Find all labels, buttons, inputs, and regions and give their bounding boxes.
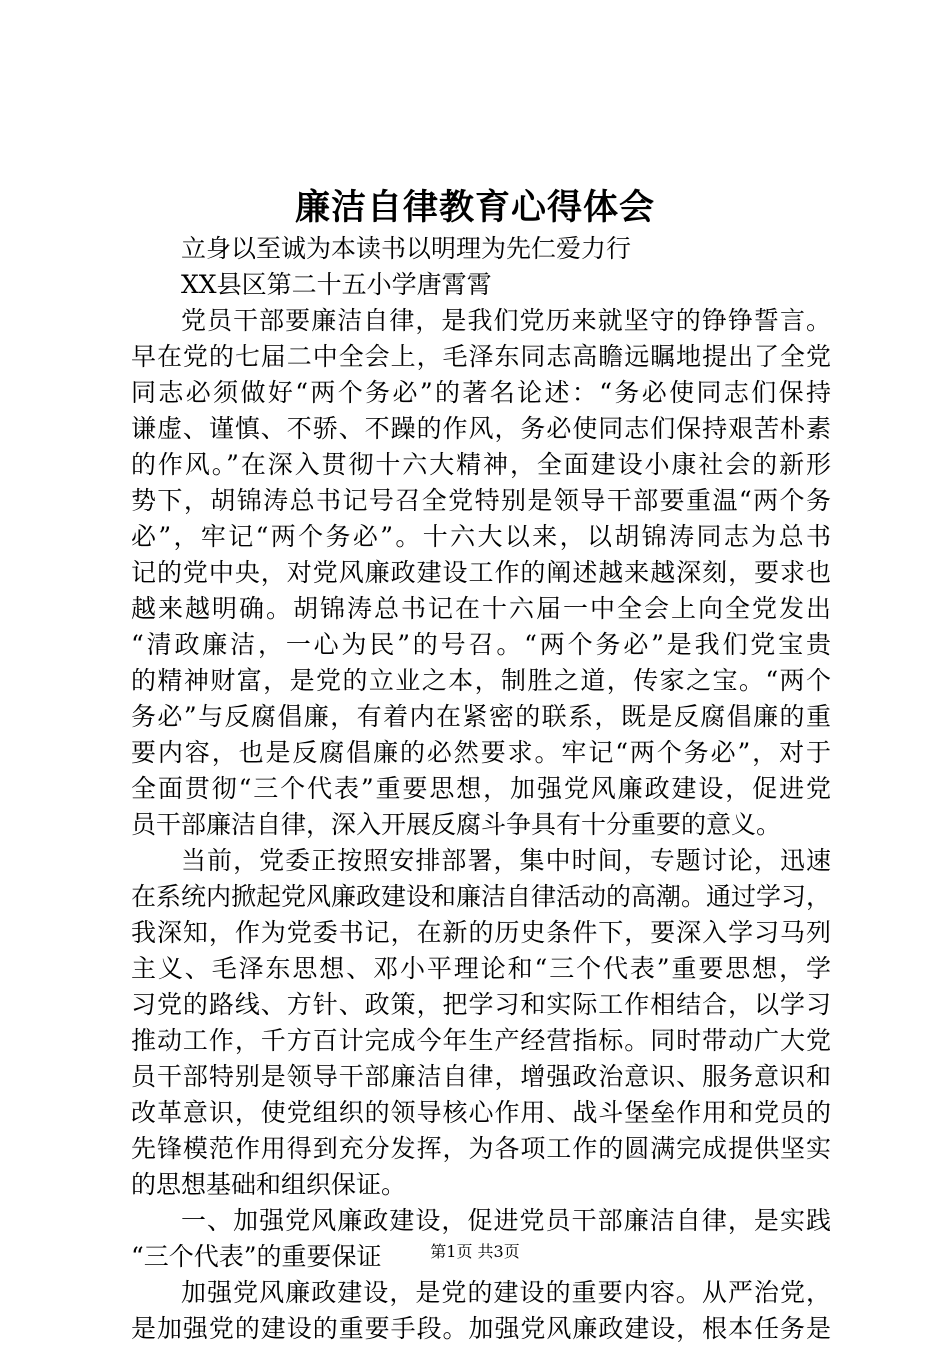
text-line: 全面贯彻“三个代表”重要思想，加强党风廉政建设，促进党 [131,774,831,803]
text-line: 主义、毛泽东思想、邓小平理论和“三个代表”重要思想，学 [131,954,831,983]
text-line: 记的党中央，对党风廉政建设工作的阐述越来越深刻，要求也 [131,558,831,587]
text-line: “三个代表”的重要保证 [131,1242,382,1271]
text-line: 势下，胡锦涛总书记号召全党特别是领导干部要重温“两个务 [131,486,831,515]
text-line: “清政廉洁，一心为民”的号召。“两个务必”是我们党宝贵 [131,630,831,659]
text-line: 我深知，作为党委书记，在新的历史条件下，要深入学习马列 [131,918,831,947]
text-line: 越来越明确。胡锦涛总书记在十六届一中全会上向全党发出 [131,594,831,623]
text-line: 的精神财富，是党的立业之本，制胜之道，传家之宝。“两个 [131,666,831,695]
text-line: 早在党的七届二中全会上，毛泽东同志高瞻远瞩地提出了全党 [131,342,831,371]
text-line: 在系统内掀起党风廉政建设和廉洁自律活动的高潮。通过学习， [131,882,832,911]
text-line: 推动工作，千方百计完成今年生产经营指标。同时带动广大党 [131,1026,831,1055]
document-body [131,231,831,1347]
text-line: 谦虚、谨慎、不骄、不躁的作风，务必使同志们保持艰苦朴素 [131,414,831,443]
text-line: 员干部廉洁自律，深入开展反腐斗争具有十分重要的意义。 [131,810,782,839]
text-line: 员干部特别是领导干部廉洁自律，增强政治意识、服务意识和 [131,1062,831,1091]
text-line: 的思想基础和组织保证。 [131,1170,407,1199]
text-line: 同志必须做好“两个务必”的著名论述：“务必使同志们保持 [131,378,831,407]
text-line: 立身以至诚为本读书以明理为先仁爱力行 [181,234,632,263]
text-line: 务必”与反腐倡廉，有着内在紧密的联系，既是反腐倡廉的重 [131,702,831,731]
text-line: 改革意识，使党组织的领导核心作用、战斗堡垒作用和党员的 [131,1098,831,1127]
text-line: 党员干部要廉洁自律，是我们党历来就坚守的铮铮誓言。 [181,306,831,335]
text-line: 先锋模范作用得到充分发挥，为各项工作的圆满完成提供坚实 [131,1134,831,1163]
text-line: 要内容，也是反腐倡廉的必然要求。牢记“两个务必”，对于 [131,738,831,767]
text-line: 习党的路线、方针、政策，把学习和实际工作相结合，以学习 [131,990,831,1019]
page-footer: 第1页 共3页 [430,1242,520,1261]
text-line: 加强党风廉政建设，是党的建设的重要内容。从严治党， [181,1278,831,1307]
text-line: 必”，牢记“两个务必”。十六大以来，以胡锦涛同志为总书 [131,522,831,551]
text-line: XX县区第二十五小学唐霄霄 [181,270,492,299]
text-line: 是加强党的建设的重要手段。加强党风廉政建设，根本任务是 [131,1314,831,1343]
document-title: 廉洁自律教育心得体会 [294,188,655,228]
text-line: 一、加强党风廉政建设，促进党员干部廉洁自律，是实践 [181,1206,831,1235]
text-line: 当前，党委正按照安排部署，集中时间，专题讨论，迅速 [181,846,831,875]
text-line: 的作风。”在深入贯彻十六大精神，全面建设小康社会的新形 [131,450,831,479]
